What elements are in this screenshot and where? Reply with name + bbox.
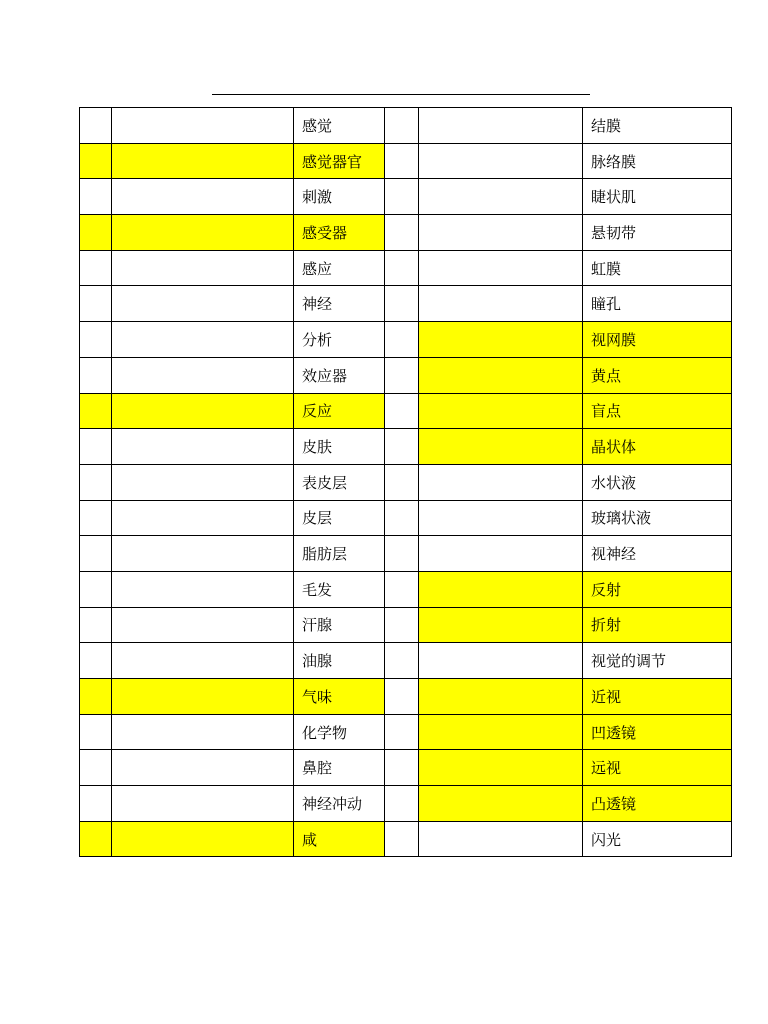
right-answer-blank[interactable] xyxy=(419,500,583,536)
left-term-cell: 咸 xyxy=(294,821,385,857)
right-number-cell xyxy=(385,607,419,643)
right-term-cell: 晶状体 xyxy=(583,429,732,465)
left-answer-blank[interactable] xyxy=(112,607,294,643)
right-answer-blank[interactable] xyxy=(419,821,583,857)
left-term-cell: 毛发 xyxy=(294,571,385,607)
right-number-cell xyxy=(385,786,419,822)
left-number-cell xyxy=(80,393,112,429)
right-term-cell: 视觉的调节 xyxy=(583,643,732,679)
right-term-cell: 睫状肌 xyxy=(583,179,732,215)
left-term-cell: 效应器 xyxy=(294,357,385,393)
right-number-cell xyxy=(385,357,419,393)
right-answer-blank[interactable] xyxy=(419,464,583,500)
right-term-cell: 黄点 xyxy=(583,357,732,393)
right-term-cell: 折射 xyxy=(583,607,732,643)
table-row xyxy=(80,607,732,643)
right-answer-blank[interactable] xyxy=(419,357,583,393)
right-number-cell xyxy=(385,250,419,286)
right-term-cell: 虹膜 xyxy=(583,250,732,286)
right-answer-blank[interactable] xyxy=(419,536,583,572)
left-number-cell xyxy=(80,821,112,857)
right-number-cell xyxy=(385,286,419,322)
left-answer-blank[interactable] xyxy=(112,250,294,286)
right-number-cell xyxy=(385,179,419,215)
table-row xyxy=(80,179,732,215)
left-number-cell xyxy=(80,714,112,750)
left-number-cell xyxy=(80,429,112,465)
left-term-cell: 脂肪层 xyxy=(294,536,385,572)
table-row xyxy=(80,750,732,786)
right-term-cell: 结膜 xyxy=(583,108,732,144)
right-answer-blank[interactable] xyxy=(419,750,583,786)
left-term-cell: 鼻腔 xyxy=(294,750,385,786)
table-row xyxy=(80,786,732,822)
right-number-cell xyxy=(385,143,419,179)
table-row xyxy=(80,679,732,715)
left-answer-blank[interactable] xyxy=(112,286,294,322)
right-number-cell xyxy=(385,643,419,679)
right-term-cell: 盲点 xyxy=(583,393,732,429)
table-row xyxy=(80,250,732,286)
left-number-cell xyxy=(80,357,112,393)
table-row xyxy=(80,322,732,358)
left-term-cell: 反应 xyxy=(294,393,385,429)
left-number-cell xyxy=(80,607,112,643)
right-answer-blank[interactable] xyxy=(419,607,583,643)
right-answer-blank[interactable] xyxy=(419,108,583,144)
right-term-cell: 远视 xyxy=(583,750,732,786)
left-answer-blank[interactable] xyxy=(112,464,294,500)
table-row xyxy=(80,500,732,536)
left-answer-blank[interactable] xyxy=(112,679,294,715)
right-term-cell: 脉络膜 xyxy=(583,143,732,179)
title-underline xyxy=(212,94,590,95)
left-term-cell: 气味 xyxy=(294,679,385,715)
left-term-cell: 化学物 xyxy=(294,714,385,750)
left-answer-blank[interactable] xyxy=(112,143,294,179)
table-row xyxy=(80,215,732,251)
left-answer-blank[interactable] xyxy=(112,714,294,750)
left-answer-blank[interactable] xyxy=(112,357,294,393)
left-term-cell: 表皮层 xyxy=(294,464,385,500)
left-answer-blank[interactable] xyxy=(112,571,294,607)
left-number-cell xyxy=(80,322,112,358)
right-number-cell xyxy=(385,571,419,607)
right-number-cell xyxy=(385,714,419,750)
table-row xyxy=(80,464,732,500)
left-number-cell xyxy=(80,786,112,822)
right-answer-blank[interactable] xyxy=(419,393,583,429)
left-number-cell xyxy=(80,143,112,179)
left-term-cell: 神经冲动 xyxy=(294,786,385,822)
table-row xyxy=(80,393,732,429)
table-row xyxy=(80,714,732,750)
right-answer-blank[interactable] xyxy=(419,429,583,465)
right-number-cell xyxy=(385,536,419,572)
left-term-cell: 皮肤 xyxy=(294,429,385,465)
left-term-cell: 汗腺 xyxy=(294,607,385,643)
right-term-cell: 近视 xyxy=(583,679,732,715)
right-number-cell xyxy=(385,500,419,536)
left-number-cell xyxy=(80,571,112,607)
left-term-cell: 刺激 xyxy=(294,179,385,215)
right-term-cell: 凸透镜 xyxy=(583,786,732,822)
right-answer-blank[interactable] xyxy=(419,571,583,607)
left-term-cell: 感受器 xyxy=(294,215,385,251)
right-term-cell: 水状液 xyxy=(583,464,732,500)
left-number-cell xyxy=(80,250,112,286)
left-answer-blank[interactable] xyxy=(112,536,294,572)
right-term-cell: 反射 xyxy=(583,571,732,607)
left-answer-blank[interactable] xyxy=(112,322,294,358)
right-answer-blank[interactable] xyxy=(419,143,583,179)
left-answer-blank[interactable] xyxy=(112,215,294,251)
table-row xyxy=(80,286,732,322)
left-number-cell xyxy=(80,215,112,251)
right-number-cell xyxy=(385,821,419,857)
table-row xyxy=(80,108,732,144)
right-answer-blank[interactable] xyxy=(419,286,583,322)
table-row xyxy=(80,643,732,679)
right-number-cell xyxy=(385,108,419,144)
right-term-cell: 视网膜 xyxy=(583,322,732,358)
right-answer-blank[interactable] xyxy=(419,179,583,215)
right-term-cell: 凹透镜 xyxy=(583,714,732,750)
right-answer-blank[interactable] xyxy=(419,714,583,750)
left-answer-blank[interactable] xyxy=(112,821,294,857)
vocabulary-table xyxy=(79,107,732,857)
right-term-cell: 玻璃状液 xyxy=(583,500,732,536)
right-answer-blank[interactable] xyxy=(419,215,583,251)
left-answer-blank[interactable] xyxy=(112,393,294,429)
right-answer-blank[interactable] xyxy=(419,322,583,358)
left-number-cell xyxy=(80,679,112,715)
right-answer-blank[interactable] xyxy=(419,250,583,286)
table-row xyxy=(80,821,732,857)
left-term-cell: 感觉 xyxy=(294,108,385,144)
right-number-cell xyxy=(385,215,419,251)
table-row xyxy=(80,357,732,393)
right-number-cell xyxy=(385,429,419,465)
right-number-cell xyxy=(385,750,419,786)
table-row xyxy=(80,143,732,179)
left-answer-blank[interactable] xyxy=(112,750,294,786)
right-number-cell xyxy=(385,393,419,429)
left-answer-blank[interactable] xyxy=(112,429,294,465)
left-answer-blank[interactable] xyxy=(112,179,294,215)
right-term-cell: 悬韧带 xyxy=(583,215,732,251)
left-term-cell: 神经 xyxy=(294,286,385,322)
left-answer-blank[interactable] xyxy=(112,643,294,679)
left-number-cell xyxy=(80,750,112,786)
right-term-cell: 闪光 xyxy=(583,821,732,857)
left-term-cell: 分析 xyxy=(294,322,385,358)
left-number-cell xyxy=(80,108,112,144)
table-row xyxy=(80,571,732,607)
left-term-cell: 感应 xyxy=(294,250,385,286)
right-answer-blank[interactable] xyxy=(419,786,583,822)
vocabulary-table-body xyxy=(80,108,732,857)
table-row xyxy=(80,536,732,572)
table-row xyxy=(80,429,732,465)
left-term-cell: 油腺 xyxy=(294,643,385,679)
right-term-cell: 视神经 xyxy=(583,536,732,572)
left-term-cell: 感觉器官 xyxy=(294,143,385,179)
left-answer-blank[interactable] xyxy=(112,786,294,822)
left-number-cell xyxy=(80,179,112,215)
right-number-cell xyxy=(385,464,419,500)
left-number-cell xyxy=(80,643,112,679)
left-term-cell: 皮层 xyxy=(294,500,385,536)
left-number-cell xyxy=(80,286,112,322)
right-number-cell xyxy=(385,322,419,358)
left-number-cell xyxy=(80,536,112,572)
left-number-cell xyxy=(80,464,112,500)
right-answer-blank[interactable] xyxy=(419,643,583,679)
right-term-cell: 瞳孔 xyxy=(583,286,732,322)
right-number-cell xyxy=(385,679,419,715)
left-number-cell xyxy=(80,500,112,536)
left-answer-blank[interactable] xyxy=(112,500,294,536)
left-answer-blank[interactable] xyxy=(112,108,294,144)
right-answer-blank[interactable] xyxy=(419,679,583,715)
